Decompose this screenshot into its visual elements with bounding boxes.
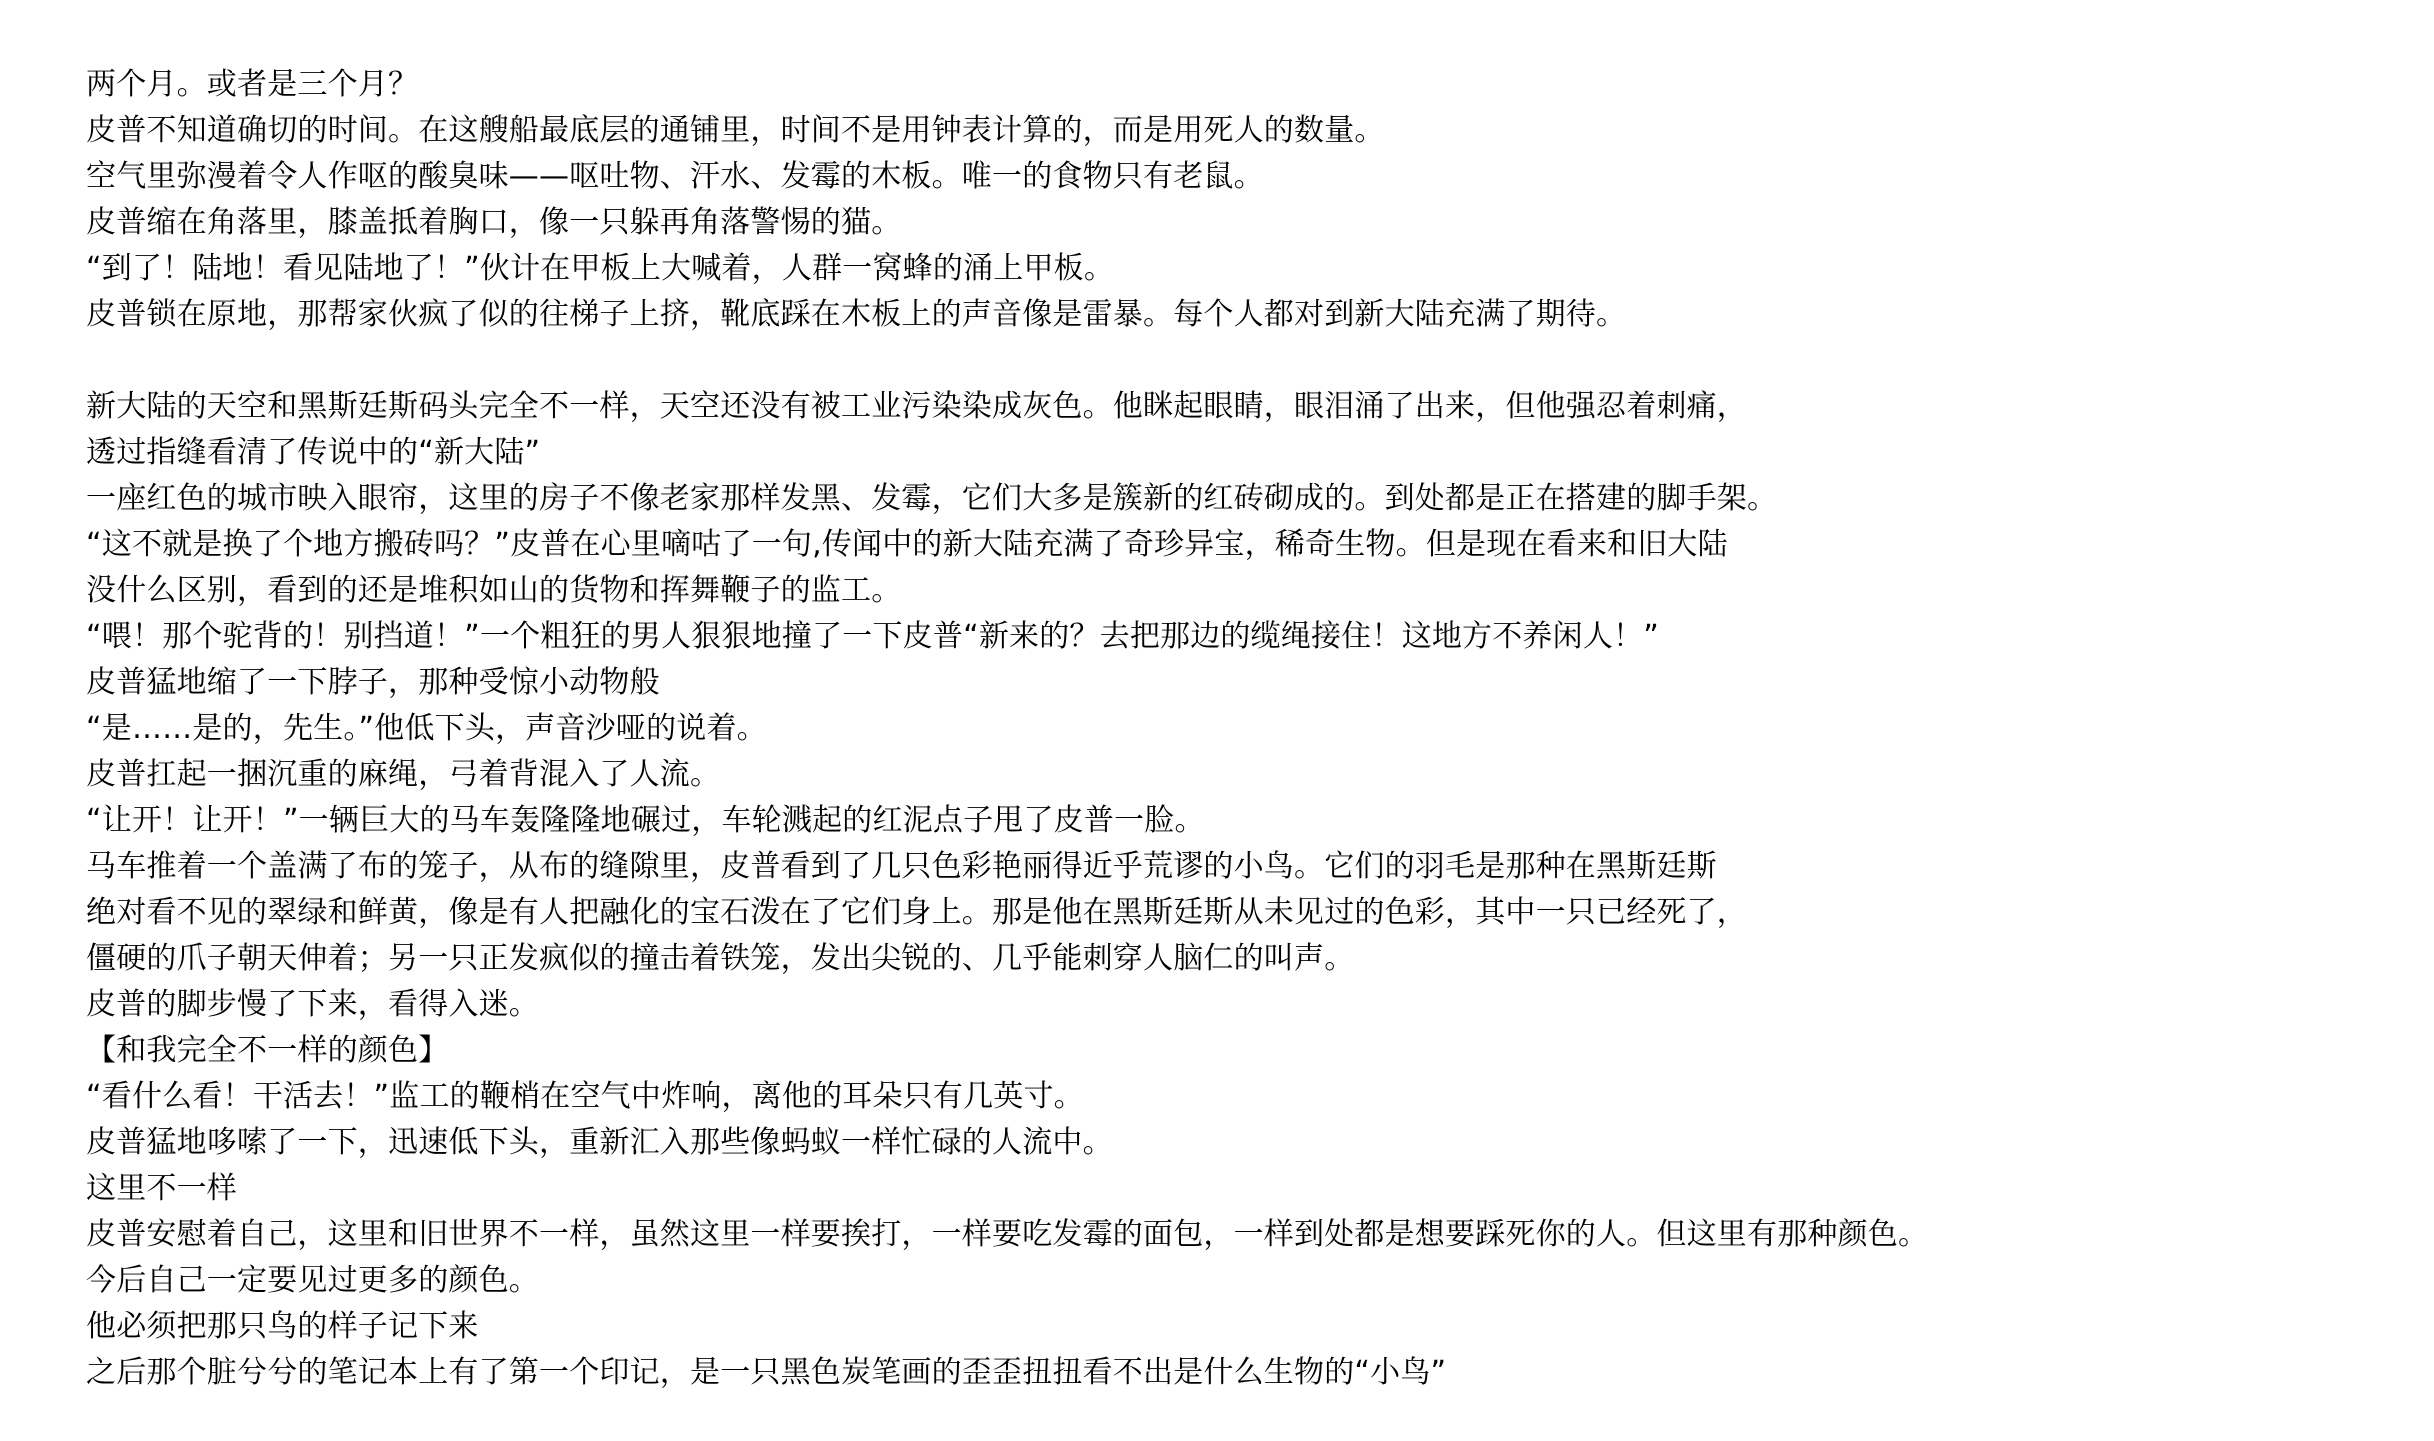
text-line: 皮普安慰着自己，这里和旧世界不一样，虽然这里一样要挨打，一样要吃发霉的面包，一样到处都是想要踩死你的人。但这里有那种颜色。 bbox=[86, 1217, 1929, 1252]
text-line: 【和我完全不一样的颜色】 bbox=[86, 1033, 449, 1068]
text-line: “这不就是换了个地方搬砖吗？”皮普在心里嘀咕了一句,传闻中的新大陆充满了奇珍异宝，稀奇生物。但是现在看来和旧大陆 bbox=[86, 527, 1728, 562]
text-line: 皮普不知道确切的时间。在这艘船最底层的通铺里，时间不是用钟表计算的，而是用死人的数量。 bbox=[86, 113, 1385, 148]
text-line: 没什么区别，看到的还是堆积如山的货物和挥舞鞭子的监工。 bbox=[86, 573, 902, 608]
text-line: 两个月。或者是三个月？ bbox=[86, 67, 419, 102]
text-line: “到了！陆地！看见陆地了！”伙计在甲板上大喊着，人群一窝蜂的涌上甲板。 bbox=[86, 251, 1115, 286]
text-line: 皮普缩在角落里，膝盖抵着胸口，像一只躲再角落警惕的猫。 bbox=[86, 205, 902, 240]
text-line: 皮普扛起一捆沉重的麻绳，弓着背混入了人流。 bbox=[86, 757, 721, 792]
text-line: “看什么看！干活去！”监工的鞭梢在空气中炸响，离他的耳朵只有几英寸。 bbox=[86, 1079, 1084, 1114]
text-line: 新大陆的天空和黑斯廷斯码头完全不一样，天空还没有被工业污染染成灰色。他眯起眼睛，眼泪涌了出来，但他强忍着刺痛， bbox=[86, 389, 1747, 424]
text-line: 皮普猛地哆嗦了一下，迅速低下头，重新汇入那些像蚂蚁一样忙碌的人流中。 bbox=[86, 1125, 1113, 1160]
paragraph-block-1 bbox=[0, 62, 2434, 338]
text-line: “让开！让开！”一辆巨大的马车轰隆隆地碾过，车轮溅起的红泥点子甩了皮普一脸。 bbox=[86, 803, 1205, 838]
text-line: “喂！那个驼背的！别挡道！”一个粗狂的男人狠狠地撞了一下皮普“新来的？去把那边的缆绳接住！这地方不养闲人！” bbox=[86, 619, 1659, 654]
text-line: 今后自己一定要见过更多的颜色。 bbox=[86, 1263, 539, 1298]
text-line: 绝对看不见的翠绿和鲜黄，像是有人把融化的宝石泼在了它们身上。那是他在黑斯廷斯从未见过的色彩，其中一只已经死了， bbox=[86, 895, 1747, 930]
text-line: 之后那个脏兮兮的笔记本上有了第一个印记，是一只黑色炭笔画的歪歪扭扭看不出是什么生物的“小鸟” bbox=[86, 1355, 1447, 1390]
text-line: 透过指缝看清了传说中的“新大陆” bbox=[86, 435, 541, 470]
paragraph-block-2 bbox=[0, 384, 2434, 1396]
paragraph-spacer bbox=[0, 338, 2434, 384]
text-line: 皮普锁在原地，那帮家伙疯了似的往梯子上挤，靴底踩在木板上的声音像是雷暴。每个人都对到新大陆充满了期待。 bbox=[86, 297, 1627, 332]
text-line: “是……是的，先生。”他低下头，声音沙哑的说着。 bbox=[86, 711, 767, 746]
text-line: 他必须把那只鸟的样子记下来 bbox=[86, 1309, 479, 1344]
text-line: 僵硬的爪子朝天伸着；另一只正发疯似的撞击着铁笼，发出尖锐的、几乎能刺穿人脑仁的叫声。 bbox=[86, 941, 1355, 976]
text-line: 皮普的脚步慢了下来，看得入迷。 bbox=[86, 987, 539, 1022]
text-line: 皮普猛地缩了一下脖子，那种受惊小动物般 bbox=[86, 665, 660, 700]
text-line: 马车推着一个盖满了布的笼子，从布的缝隙里，皮普看到了几只色彩艳丽得近乎荒谬的小鸟。它们的羽毛是那种在黑斯廷斯 bbox=[86, 849, 1717, 884]
text-line: 这里不一样 bbox=[86, 1171, 237, 1206]
text-line: 一座红色的城市映入眼帘，这里的房子不像老家那样发黑、发霉，它们大多是簇新的红砖砌成的。到处都是正在搭建的脚手架。 bbox=[86, 481, 1778, 516]
text-line: 空气里弥漫着令人作呕的酸臭味——呕吐物、汗水、发霉的木板。唯一的食物只有老鼠。 bbox=[86, 159, 1264, 194]
